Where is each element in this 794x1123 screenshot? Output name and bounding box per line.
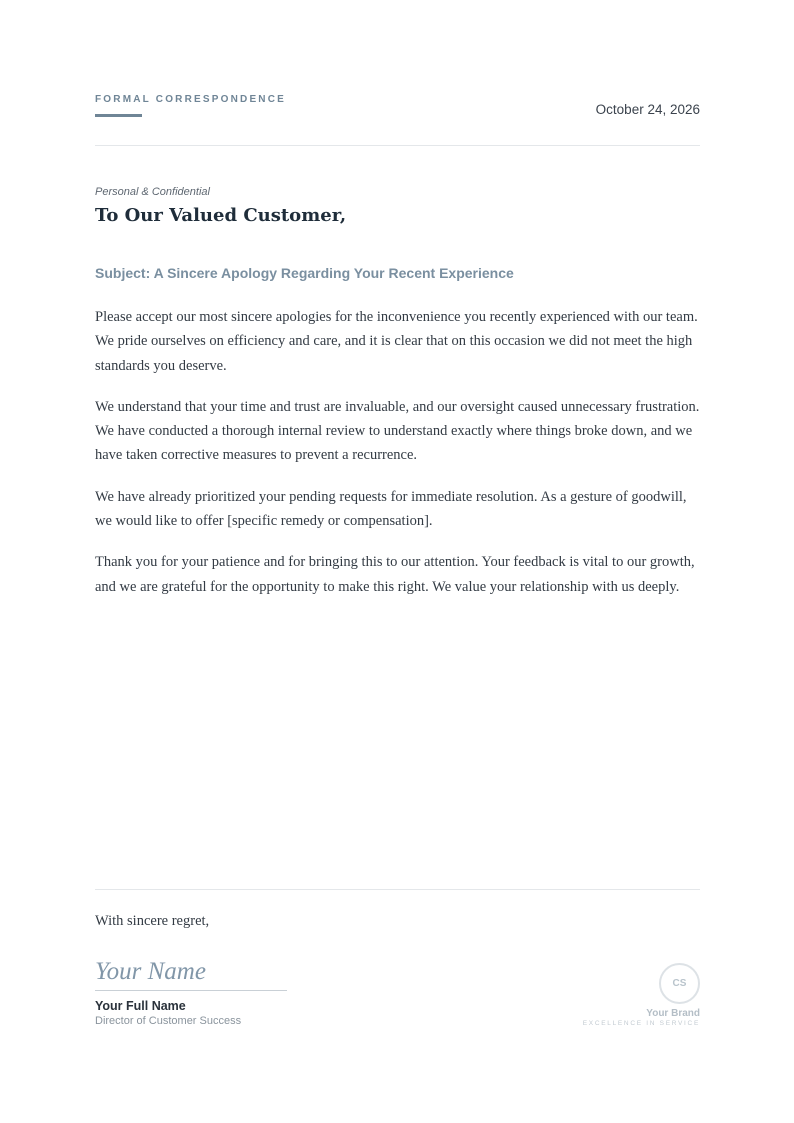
header-divider [95,145,700,146]
signer-name: Your Full Name [95,999,186,1013]
letter-body [95,305,700,616]
letter-date: October 24, 2026 [595,102,700,117]
subject-line: Subject: A Sincere Apology Regarding Your Recent Experience [95,265,514,281]
brand-name: Your Brand [646,1008,700,1019]
brand-tagline: EXCELLENCE IN SERVICE [582,1020,700,1027]
header-label: FORMAL CORRESPONDENCE [95,94,287,105]
letter-page [95,0,700,1123]
confidential-note: Personal & Confidential [95,186,210,198]
salutation: To Our Valued Customer, [95,205,347,226]
brand-block [540,963,700,1033]
header-accent-bar [95,114,142,117]
footer-divider [95,889,700,890]
closing-line: With sincere regret, [95,913,210,929]
body-paragraph: Please accept our most sincere apologies for the inconvenience you recently experienced with our team. We pride ourselves on efficiency and care, and it is clear that on this occasion we did not meet the high standards you deserve. [95,309,698,374]
brand-logo-icon: CS [659,963,700,1004]
signature-line [95,990,287,991]
letter-header [95,94,700,146]
signer-title: Director of Customer Success [95,1015,242,1027]
signature: Your Name [95,958,206,985]
body-paragraph: We understand that your time and trust are invaluable, and our oversight caused unnecessary frustration. We have conducted a thorough internal review to understand exactly where things broke down, and we have taken corrective measures to prevent a recurrence. [95,398,700,464]
body-paragraph: Thank you for your patience and for bringing this to our attention. Your feedback is vital to our growth, and we are grateful for the opportunity to make this right. We value your relationship with us deeply. [95,554,695,595]
body-paragraph: We have already prioritized your pending requests for immediate resolution. As a gesture of goodwill, we would like to offer [specific remedy or compensation]. [95,488,687,530]
